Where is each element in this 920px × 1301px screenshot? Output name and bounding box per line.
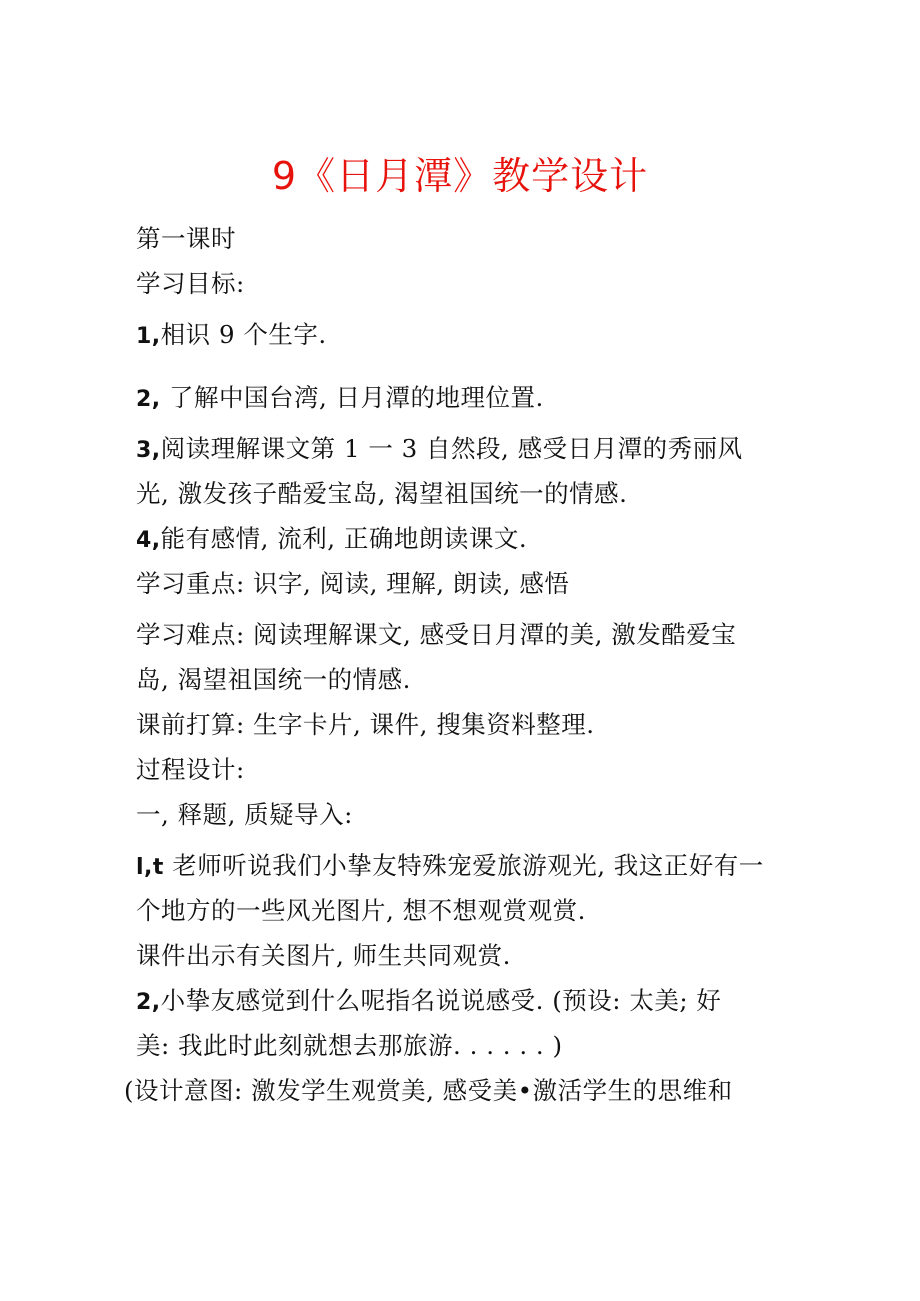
text-line bbox=[136, 1023, 796, 1068]
document-body bbox=[124, 216, 796, 1113]
line-text: 光, 激发孩子酷爱宝岛, 渴望祖国统一的情感. bbox=[136, 479, 628, 508]
line-text: 过程设计: bbox=[136, 755, 245, 784]
text-line bbox=[136, 792, 796, 837]
line-text: 课件出示有关图片, 师生共同观赏. bbox=[136, 941, 511, 970]
text-line bbox=[136, 657, 796, 702]
line-text: 阅读理解课文第 1 一 3 自然段, 感受日月潭的秀丽风 bbox=[160, 434, 743, 463]
line-text: 学习重点: 识字, 阅读, 理解, 朗读, 感悟 bbox=[136, 569, 570, 598]
text-line bbox=[136, 843, 796, 888]
line-number: 3, bbox=[136, 438, 161, 463]
text-line bbox=[136, 612, 796, 657]
line-text: 课前打算: 生字卡片, 课件, 搜集资料整理. bbox=[136, 710, 595, 739]
line-text: 老师听说我们小挚友特殊宠爱旅游观光, 我这正好有一 bbox=[163, 851, 764, 880]
document-title: 9《日月潭》教学设计 bbox=[271, 154, 649, 198]
text-line bbox=[136, 312, 796, 357]
line-text: 岛, 渴望祖国统一的情感. bbox=[136, 665, 411, 694]
text-line bbox=[136, 516, 796, 561]
text-line bbox=[136, 702, 796, 747]
line-number: l,t bbox=[136, 855, 164, 880]
line-text: 第一课时 bbox=[136, 224, 236, 253]
line-text: 能有感情, 流利, 正确地朗读课文. bbox=[160, 524, 528, 553]
line-text: 相识 9 个生字. bbox=[160, 320, 327, 349]
line-text: 小挚友感觉到什么呢指名说说感受. (预设: 太美; 好 bbox=[160, 986, 722, 1015]
line-number: 4, bbox=[136, 528, 161, 553]
line-number: 2, bbox=[136, 990, 161, 1015]
text-line bbox=[136, 747, 796, 792]
text-line bbox=[136, 261, 796, 306]
text-line bbox=[136, 933, 796, 978]
line-text: 美: 我此时此刻就想去那旅游. . . . . . ) bbox=[136, 1031, 563, 1060]
line-text: 学习难点: 阅读理解课文, 感受日月潭的美, 激发酷爱宝 bbox=[136, 620, 737, 649]
text-line bbox=[136, 561, 796, 606]
text-line bbox=[136, 471, 796, 516]
line-text: 个地方的一些风光图片, 想不想观赏观赏. bbox=[136, 896, 586, 925]
line-number: 2, bbox=[136, 387, 161, 412]
text-line bbox=[124, 1068, 796, 1113]
line-text: (设计意图: 激发学生观赏美, 感受美•激活学生的思维和 bbox=[124, 1076, 733, 1105]
line-text: 学习目标: bbox=[136, 269, 245, 298]
text-line bbox=[136, 216, 796, 261]
text-line bbox=[136, 888, 796, 933]
line-text: 一, 释题, 质疑导入: bbox=[136, 800, 353, 829]
text-line bbox=[136, 375, 796, 420]
line-text: 了解中国台湾, 日月潭的地理位置. bbox=[160, 383, 544, 412]
text-line bbox=[136, 978, 796, 1023]
text-line bbox=[136, 426, 796, 471]
line-number: 1, bbox=[136, 324, 161, 349]
